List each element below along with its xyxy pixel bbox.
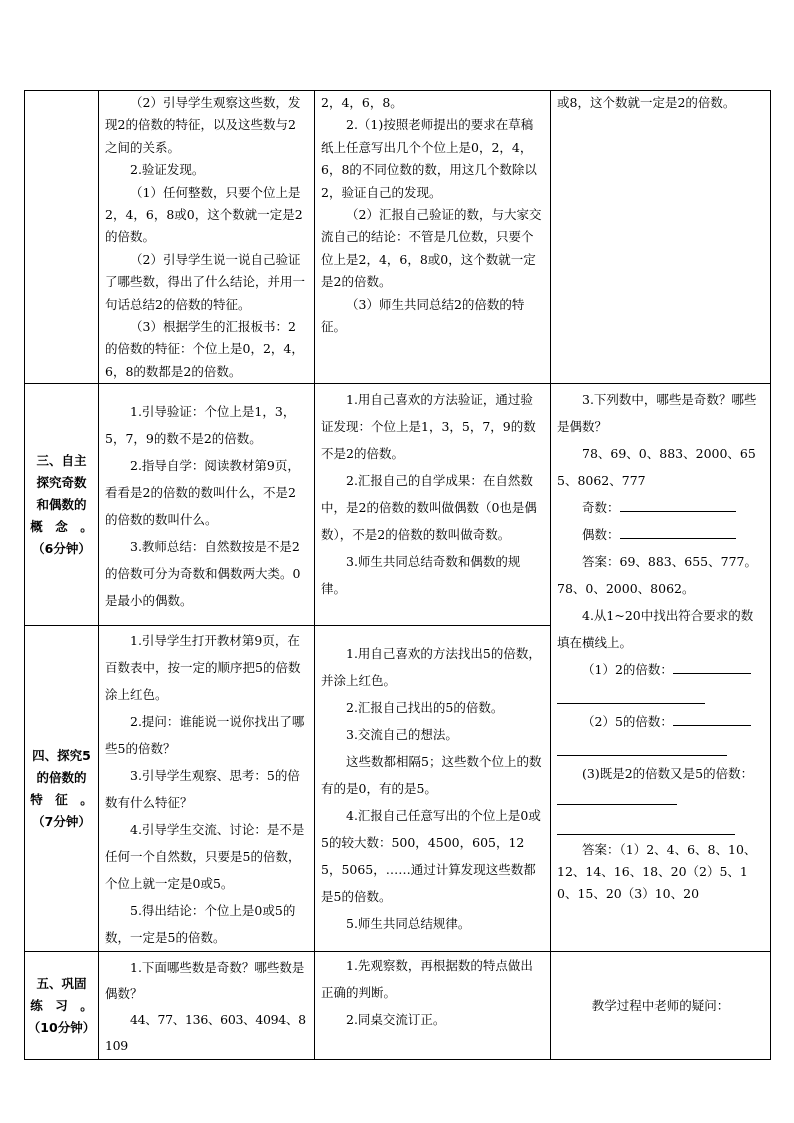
- exercise-cell: [551, 384, 771, 952]
- even-blank: [620, 524, 736, 539]
- q4-part-c-blank-2: [557, 816, 735, 835]
- paragraph: 2.汇报自己的自学成果：在自然数中，是2的倍数的数叫做偶数（0也是偶数），不是2的倍数的数叫做奇数。: [321, 473, 537, 543]
- table-row: [25, 91, 771, 384]
- student-activity-cell: [315, 952, 551, 1060]
- paragraph: 1.下面哪些数是奇数？哪些数是偶数？: [105, 960, 305, 1002]
- lesson-plan-table: [24, 90, 771, 1060]
- paragraph: （2）引导学生说一说自己验证了哪些数，得出了什么结论，并用一句话总结2的倍数的特征。: [105, 251, 306, 312]
- stage-label-line: 五、巩固: [36, 975, 87, 991]
- paragraph: 1.用自己喜欢的方法找出5的倍数，并涂上红色。: [321, 646, 541, 689]
- paragraph: 2.同桌交流订正。: [346, 1012, 446, 1028]
- q4-part-b: [557, 708, 764, 735]
- exercise-q3-numbers: 78、69、0、883、2000、655、8062、777: [557, 446, 756, 489]
- stage-cell: [25, 384, 99, 626]
- stage-label-line: 和偶数的: [36, 496, 87, 512]
- student-activity-cell: [315, 91, 551, 384]
- stage-cell: [25, 626, 99, 952]
- q4-part-c: [557, 760, 764, 814]
- paragraph: 2.验证发现。: [130, 162, 205, 178]
- paragraph: 2.提问：谁能说一说你找出了哪些5的倍数？: [105, 714, 305, 757]
- teacher-activity-cell: [99, 626, 315, 952]
- teacher-questions-label: 教学过程中老师的疑问：: [591, 997, 730, 1013]
- stage-label: [27, 973, 96, 1039]
- exercise-cell: [551, 91, 771, 384]
- paragraph: 3.师生共同总结奇数和偶数的规律。: [321, 554, 521, 597]
- exercise-q3-title: 3.下列数中，哪些是奇数？哪些是偶数？: [557, 392, 757, 435]
- stage-label-line: （10分钟）: [27, 1019, 96, 1035]
- paragraph: 5.师生共同总结规律。: [346, 916, 471, 932]
- paragraph: 3.引导学生观察、思考：5的倍数有什么特征？: [105, 768, 300, 811]
- paragraph: 2.汇报自己找出的5的倍数。: [346, 700, 504, 716]
- paragraph: 2.（1)按照老师提出的要求在草稿纸上任意写出几个个位上是0，2，4，6，8的不同位数的数，用这几个数除以2，验证自己的发现。: [321, 117, 537, 200]
- q4-part-b-label: （2）5的倍数：: [582, 714, 673, 730]
- paragraph: 4.引导学生交流、讨论：是不是任何一个自然数，只要是5的倍数，个位上就一定是0或5。: [105, 822, 305, 892]
- paragraph: 这些数都相隔5；这些数个位上的数有的是0，有的是5。: [321, 754, 542, 797]
- stage-label-line: 三、自主: [36, 452, 87, 468]
- paragraph: 4.汇报自己任意写出的个位上是0或5的较大数：500，4500，605，125，5065，……通过计算发现这些数都是5的倍数。: [321, 808, 541, 905]
- exercise-q4-title: 4.从1~20中找出符合要求的数填在横线上。: [557, 608, 754, 651]
- paragraph: （2）汇报自己验证的数，与大家交流自己的结论：不管是几位数，只要个位上是2，4，6，8或0，这个数就一定是2的倍数。: [321, 207, 542, 290]
- paragraph: （2）引导学生观察这些数，发现2的倍数的特征，以及这些数与2之间的关系。: [105, 95, 301, 155]
- paragraph: 1.用自己喜欢的方法验证，通过验证发现：个位上是1，3，5，7，9的数不是2的倍数。: [321, 392, 536, 462]
- paragraph: 或8，这个数就一定是2的倍数。: [557, 95, 736, 110]
- paragraph: （3）师生共同总结2的倍数的特征。: [321, 296, 525, 335]
- exercise-cell: [551, 952, 771, 1060]
- teacher-activity-cell: [99, 952, 315, 1060]
- paragraph: （3）根据学生的汇报板书：2的倍数的特征：个位上是0，2，4，6，8的数都是2的倍数。: [105, 319, 304, 379]
- stage-cell: [25, 952, 99, 1060]
- stage-label-line: 探究奇数: [36, 474, 87, 490]
- stage-label-line: （6分钟）: [32, 540, 91, 556]
- paragraph: 3.教师总结：自然数按是不是2的倍数可分为奇数和偶数两大类。0是最小的偶数。: [105, 539, 301, 609]
- q4-part-a-blank: [673, 659, 751, 674]
- paragraph: 3.交流自己的想法。: [346, 727, 458, 743]
- stage-label: [27, 745, 96, 833]
- q4-part-a: [557, 656, 764, 683]
- q4-part-a-blank-2: [557, 685, 705, 704]
- stage-label-line: （7分钟）: [32, 813, 91, 829]
- q4-part-a-label: （1）2的倍数：: [582, 662, 673, 678]
- paragraph: 1.引导验证：个位上是1，3，5，7，9的数不是2的倍数。: [105, 404, 296, 447]
- q4-part-b-blank: [673, 711, 751, 726]
- paragraph: 44、77、136、603、4094、8109: [105, 1012, 306, 1054]
- student-activity-cell: [315, 626, 551, 952]
- odd-answer-line: [557, 494, 764, 521]
- exercise-q4-answer: 答案：（1）2、4、6、8、10、12、14、16、18、20（2）5、10、15、20（3）10、20: [557, 842, 757, 902]
- teacher-activity-cell: [99, 384, 315, 626]
- student-activity-cell: [315, 384, 551, 626]
- teacher-activity-cell: [99, 91, 315, 384]
- q4-part-b-blank-2: [557, 737, 727, 756]
- stage-label-line: 特 征 。: [30, 791, 93, 807]
- stage-label-line: 四、探究5: [32, 747, 91, 763]
- paragraph: 2.指导自学：阅读教材第9页，看看是2的倍数的数叫什么，不是2的倍数的数叫什么。: [105, 458, 300, 528]
- even-answer-line: [557, 521, 764, 548]
- q4-part-c-label: (3)既是2的倍数又是5的倍数：: [582, 766, 754, 782]
- odd-blank: [620, 497, 736, 512]
- stage-label-line: 概 念 。: [30, 518, 93, 534]
- paragraph: （1）任何整数，只要个位上是2，4，6，8或0，这个数就一定是2的倍数。: [105, 184, 303, 245]
- paragraph: 5.得出结论：个位上是0或5的数，一定是5的倍数。: [105, 903, 296, 946]
- table-row: [25, 384, 771, 626]
- even-label: 偶数：: [582, 527, 620, 543]
- paragraph: 1.引导学生打开教材第9页，在百数表中，按一定的顺序把5的倍数涂上红色。: [105, 633, 301, 703]
- table-row: [25, 952, 771, 1060]
- odd-label: 奇数：: [582, 500, 620, 516]
- paragraph: 1.先观察数，再根据数的特点做出正确的判断。: [321, 958, 533, 1001]
- exercise-q3-answer: 答案：69、883、655、777。78、0、2000、8062。: [557, 554, 757, 597]
- q4-part-c-blank: [557, 790, 677, 805]
- stage-label: [27, 450, 96, 560]
- stage-label-line: 练 习 。: [30, 997, 93, 1013]
- stage-cell: [25, 91, 99, 384]
- paragraph: 2，4，6，8。: [321, 95, 403, 110]
- stage-label-line: 的倍数的: [36, 769, 87, 785]
